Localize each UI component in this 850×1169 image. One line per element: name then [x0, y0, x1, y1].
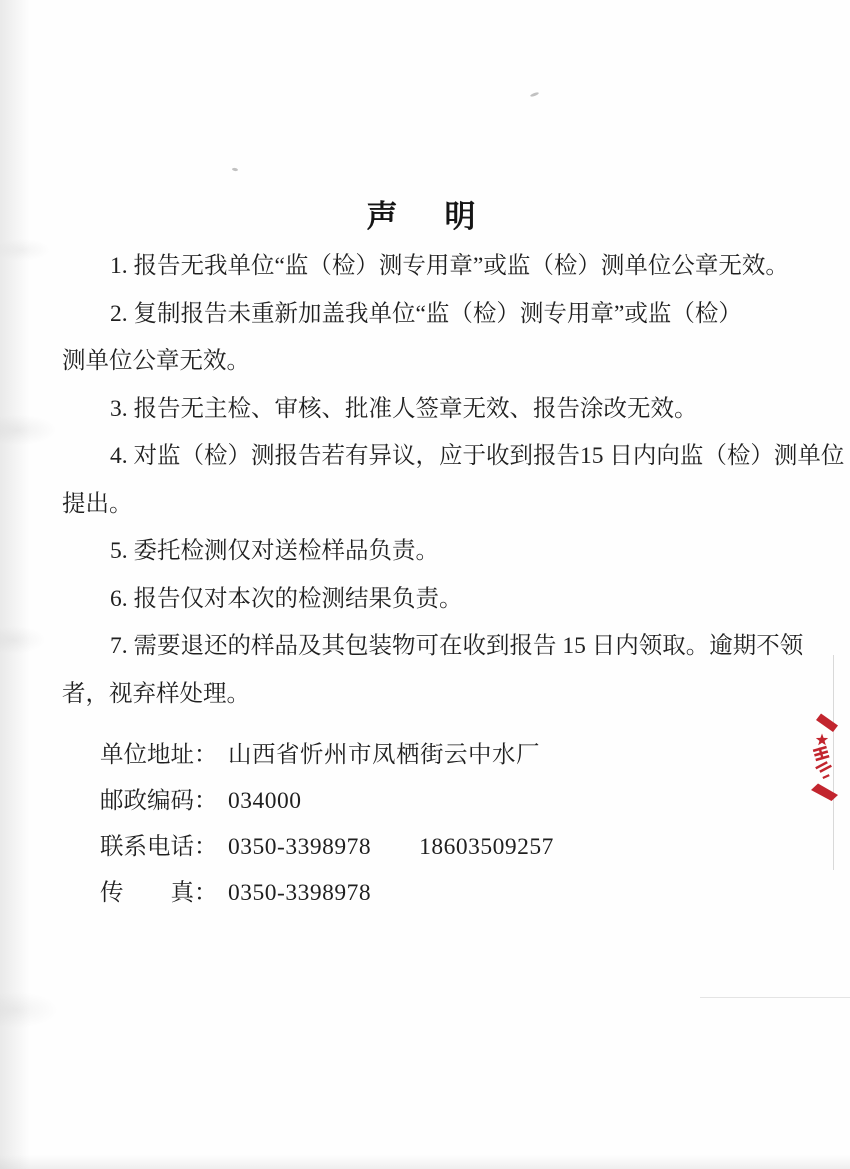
statement-item: [62, 576, 810, 624]
statement-line: 7. 需要退还的样品及其包装物可在收到报告 15 日内领取。逾期不领: [110, 633, 804, 659]
statement-line: 者，视弃样处理。: [62, 680, 250, 707]
contact-label: 单位地址：: [100, 742, 218, 768]
statement-item: [62, 528, 810, 576]
contact-label: 联系电话：: [100, 834, 218, 860]
statement-item: [62, 291, 810, 386]
statement-item: [62, 623, 810, 718]
contact-row-postcode: [100, 778, 850, 824]
statement-line: 2. 复制报告未重新加盖我单位“监（检）测专用章”或监（检）: [110, 300, 742, 327]
contact-value: 0350-3398978: [228, 880, 372, 906]
statement-line: 6. 报告仅对本次的检测结果负责。: [110, 585, 463, 612]
scan-artifact-line: [700, 997, 850, 998]
statement-line: 5. 委托检测仅对送检样品负责。: [110, 538, 439, 564]
contact-row-phone: [100, 824, 850, 870]
statement-list: [0, 243, 850, 718]
page-title: 声 明: [366, 199, 484, 234]
statement-item: [62, 386, 810, 434]
contact-block: [100, 732, 850, 916]
statement-line: 测单位公章无效。: [62, 348, 250, 374]
contact-label: 传 真：: [100, 880, 218, 906]
contact-label: 邮政编码：: [100, 788, 218, 814]
statement-line: 1. 报告无我单位“监（检）测专用章”或监（检）测单位公章无效。: [110, 253, 789, 279]
contact-row-fax: [100, 870, 850, 916]
page-fold-line: [833, 655, 834, 870]
contact-row-address: [100, 732, 850, 778]
contact-value: 034000: [228, 788, 302, 814]
statement-item: [62, 433, 845, 528]
contact-value: 0350-3398978 18603509257: [228, 834, 554, 860]
statement-line: 4. 对监（检）测报告若有异议，应于收到报告15 日内向监（检）测单位: [110, 443, 845, 469]
statement-item: [62, 243, 810, 291]
contact-value: 山西省忻州市凤栖街云中水厂: [228, 742, 540, 768]
statement-line: 提出。: [62, 490, 133, 517]
statement-line: 3. 报告无主检、审核、批准人签章无效、报告涂改无效。: [110, 395, 698, 422]
